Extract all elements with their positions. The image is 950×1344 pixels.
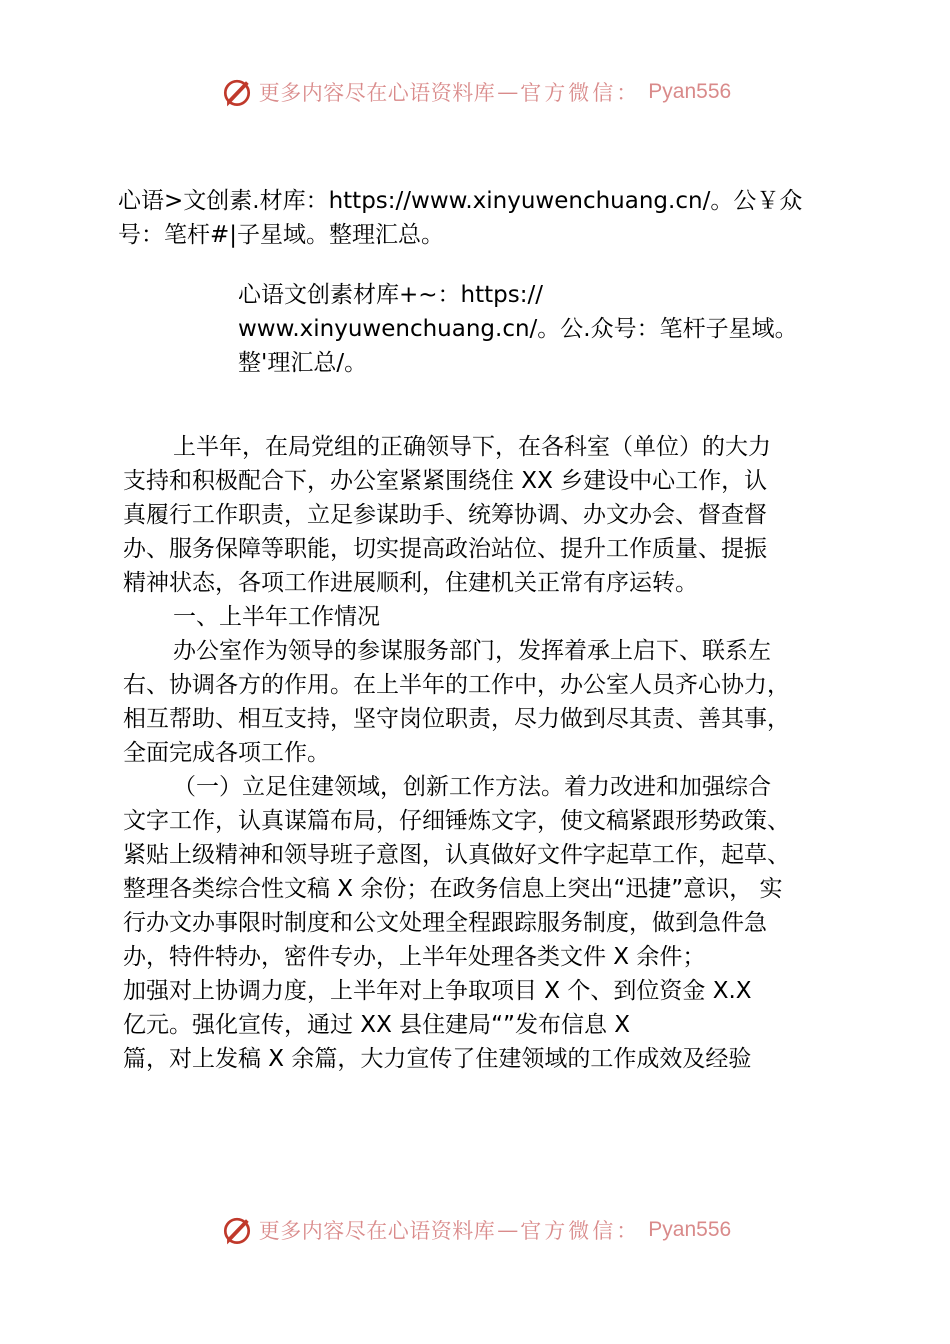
paragraph-3-line-5: 行办文办事限时制度和公文处理全程跟踪服务制度，做到急件急	[123, 910, 767, 936]
intro-line-1: 心语>文创素.材库：https://www.xinyuwenchuang.cn/。公￥众	[118, 188, 803, 214]
banner-slogan: 更多内容尽在心语资料库	[258, 81, 496, 105]
paragraph-1-line-5: 精神状态，各项工作进展顺利，住建机关正常有序运转。	[123, 570, 698, 596]
section-heading: 一、上半年工作情况	[173, 604, 380, 630]
paragraph-1-line-1: 上半年，在局党组的正确领导下，在各科室（单位）的大力	[173, 434, 771, 460]
paragraph-3-line-9: 篇，对上发稿 X 余篇，大力宣传了住建领域的工作成效及经验	[123, 1046, 752, 1072]
banner-dash: —	[497, 80, 519, 104]
paragraph-1-line-2: 支持和积极配合下，办公室紧紧围绕住 XX 乡建设中心工作，认	[123, 468, 768, 494]
header-watermark-banner	[0, 72, 950, 112]
paragraph-3-line-7: 加强对上协调力度，上半年对上争取项目 X 个、到位资金 X.X	[123, 978, 752, 1004]
quote-line-2: www.xinyuwenchuang.cn/。公.众号：笔杆子星域。	[238, 316, 798, 342]
paragraph-2-line-1: 办公室作为领导的参谋服务部门，发挥着承上启下、联系左	[173, 638, 771, 664]
paragraph-3-line-4: 整理各类综合性文稿 X 余份；在政务信息上突出“迅捷”意识， 实	[123, 876, 783, 902]
banner-wechat-id: Pyan556	[648, 80, 732, 103]
footer-watermark-banner	[0, 1210, 950, 1250]
quill-logo-icon	[219, 74, 255, 110]
quote-line-3: 整'理汇总/。	[238, 350, 368, 376]
banner-slogan: 更多内容尽在心语资料库	[258, 1219, 496, 1243]
paragraph-3-line-6: 办，特件特办，密件专办，上半年处理各类文件 X 余件；	[123, 944, 706, 970]
banner-wechat-id: Pyan556	[648, 1218, 732, 1241]
paragraph-3-line-3: 紧贴上级精神和领导班子意图，认真做好文件字起草工作，起草、	[123, 842, 790, 868]
quote-line-1: 心语文创素材库+~：https://	[238, 282, 543, 308]
paragraph-3-line-2: 文字工作，认真谋篇布局，仔细锤炼文字，使文稿紧跟形势政策、	[123, 808, 790, 834]
banner-wechat-label: 官方微信：	[520, 81, 641, 105]
paragraph-1-line-3: 真履行工作职责，立足参谋助手、统筹协调、办文办会、督查督	[123, 502, 767, 528]
banner-dash: —	[497, 1218, 519, 1242]
paragraph-2-line-2: 右、协调各方的作用。在上半年的工作中，办公室人员齐心协力，	[123, 672, 790, 698]
intro-line-2: 号：笔杆#|子星域。整理汇总。	[118, 222, 445, 248]
paragraph-2-line-4: 全面完成各项工作。	[123, 740, 330, 766]
paragraph-3-line-8: 亿元。强化宣传，通过 XX 县住建局“”发布信息 X	[123, 1012, 631, 1038]
banner-wechat-label: 官方微信：	[520, 1219, 641, 1243]
paragraph-3-line-1: （一）立足住建领域，创新工作方法。着力改进和加强综合	[173, 774, 771, 800]
quill-logo-icon	[219, 1212, 255, 1248]
paragraph-2-line-3: 相互帮助、相互支持，坚守岗位职责，尽力做到尽其责、善其事，	[123, 706, 790, 732]
paragraph-1-line-4: 办、服务保障等职能，切实提高政治站位、提升工作质量、提振	[123, 536, 767, 562]
